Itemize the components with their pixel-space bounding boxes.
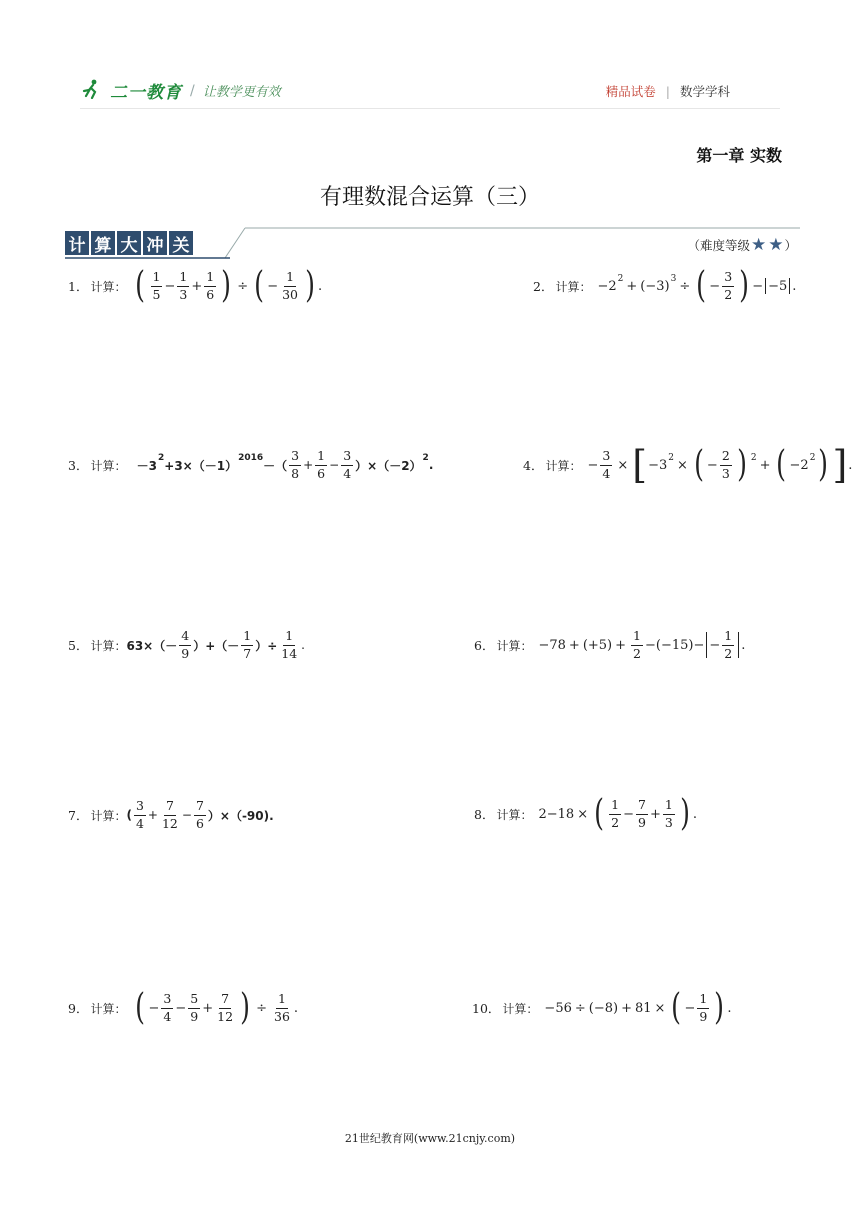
- problem-expression: ( $\frac{3}{4}$ + $\frac{7}{12}$ − $\frac{7}{6}$ ）×（-90).: [126, 798, 274, 831]
- problem-10: [472, 987, 732, 1028]
- problem-6: [474, 630, 745, 660]
- problem-number: 3．: [68, 458, 89, 473]
- banner-char: 冲: [143, 231, 167, 255]
- chapter-title: 第一章 实数: [696, 146, 782, 165]
- problem-expression: −78 + (+5) + $\frac{1}{2}$ −(−15)− − $\frac{1}{2}$ .: [538, 628, 746, 661]
- star-icon: ★: [768, 235, 784, 255]
- problem-label: 计算：: [90, 458, 127, 473]
- runner-icon: [80, 79, 106, 103]
- problem-4: [523, 443, 853, 487]
- problem-number: 1．: [68, 279, 89, 294]
- banner-char: 大: [117, 231, 141, 255]
- difficulty-rating: [687, 235, 797, 255]
- page-footer: 21世纪教育网(www.21cnjy.com): [344, 1132, 516, 1145]
- problem-5: [68, 630, 305, 660]
- problem-number: 4．: [523, 458, 544, 473]
- problem-9: [68, 987, 299, 1028]
- problem-label: 计算：: [90, 638, 127, 653]
- banner-char: 计: [65, 231, 89, 255]
- problem-3: [68, 450, 433, 480]
- header-divider: [80, 108, 780, 109]
- problem-number: 2．: [533, 279, 554, 294]
- problem-2: [533, 265, 797, 306]
- problem-number: 7．: [68, 808, 89, 823]
- problem-number: 10．: [472, 1001, 501, 1016]
- problem-7: [68, 800, 274, 830]
- problem-8: [474, 793, 697, 834]
- problem-label: 计算：: [90, 1001, 127, 1016]
- problem-label: 计算：: [496, 638, 533, 653]
- section-banner: [65, 231, 195, 255]
- problem-expression: ( − $\frac{3}{4}$ − $\frac{5}{9}$ + $\frac{7}{12}$ ) ÷ $\frac{1}{36}$ .: [135, 987, 299, 1028]
- problem-expression: −56 ÷ (−8) + 81 × ( − $\frac{1}{9}$ ) .: [544, 987, 732, 1028]
- problem-number: 8．: [474, 807, 495, 822]
- problem-expression: ( $\frac{1}{5}$ − $\frac{1}{3}$ + $\frac{1}{6}$ ) ÷ ( − $\frac{1}{30}$ ) .: [135, 265, 323, 306]
- problem-label: 计算：: [496, 807, 533, 822]
- brand-divider: /: [190, 82, 195, 99]
- header-tags: [606, 82, 730, 100]
- star-icon: ★: [750, 235, 767, 255]
- difficulty-label: （难度等级: [687, 238, 750, 253]
- brand-logo: [80, 78, 281, 103]
- brand-name: 二一教育: [110, 83, 182, 103]
- banner-char: 算: [91, 231, 115, 255]
- tag-divider: |: [665, 83, 670, 99]
- problem-label: 计算：: [90, 279, 127, 294]
- problem-expression: －3 2 +3×（－1） 2016 －（ $\frac{3}{8}$ + $\frac{1}{6}$ − $\frac{3}{4}$ ）×（－2） 2 .: [132, 448, 434, 481]
- banner-char: 关: [169, 231, 193, 255]
- problem-expression: −2 2 + (−3) 3 ÷ ( − $\frac{3}{2}$ ) − −5 .: [597, 265, 797, 306]
- problem-number: 5．: [68, 638, 89, 653]
- tag-quality: 精品试卷: [605, 84, 656, 99]
- problem-number: 6．: [474, 638, 495, 653]
- problem-expression: 2−18 × ( $\frac{1}{2}$ − $\frac{7}{9}$ + $\frac{1}{3}$ ) .: [538, 793, 697, 834]
- problem-label: 计算：: [555, 279, 592, 294]
- problem-label: 计算：: [545, 458, 582, 473]
- problem-expression: − $\frac{3}{4}$ × [ −3 2 × ( − $\frac{2}{3}$ ) 2 + ( −2 2 ) ] .: [587, 443, 853, 487]
- problem-label: 计算：: [502, 1001, 539, 1016]
- problem-1: [68, 265, 323, 306]
- page-title: 有理数混合运算（三）: [319, 185, 540, 210]
- problem-expression: 63×（－ $\frac{4}{9}$ ）+（－ $\frac{1}{7}$ ）÷ $\frac{1}{14}$ .: [126, 628, 305, 661]
- brand-slogan: 让教学更有效: [202, 85, 281, 100]
- problem-number: 9．: [68, 1001, 89, 1016]
- tag-subject: 数学学科: [679, 84, 730, 99]
- problem-label: 计算：: [90, 808, 127, 823]
- difficulty-close: ）: [784, 238, 797, 253]
